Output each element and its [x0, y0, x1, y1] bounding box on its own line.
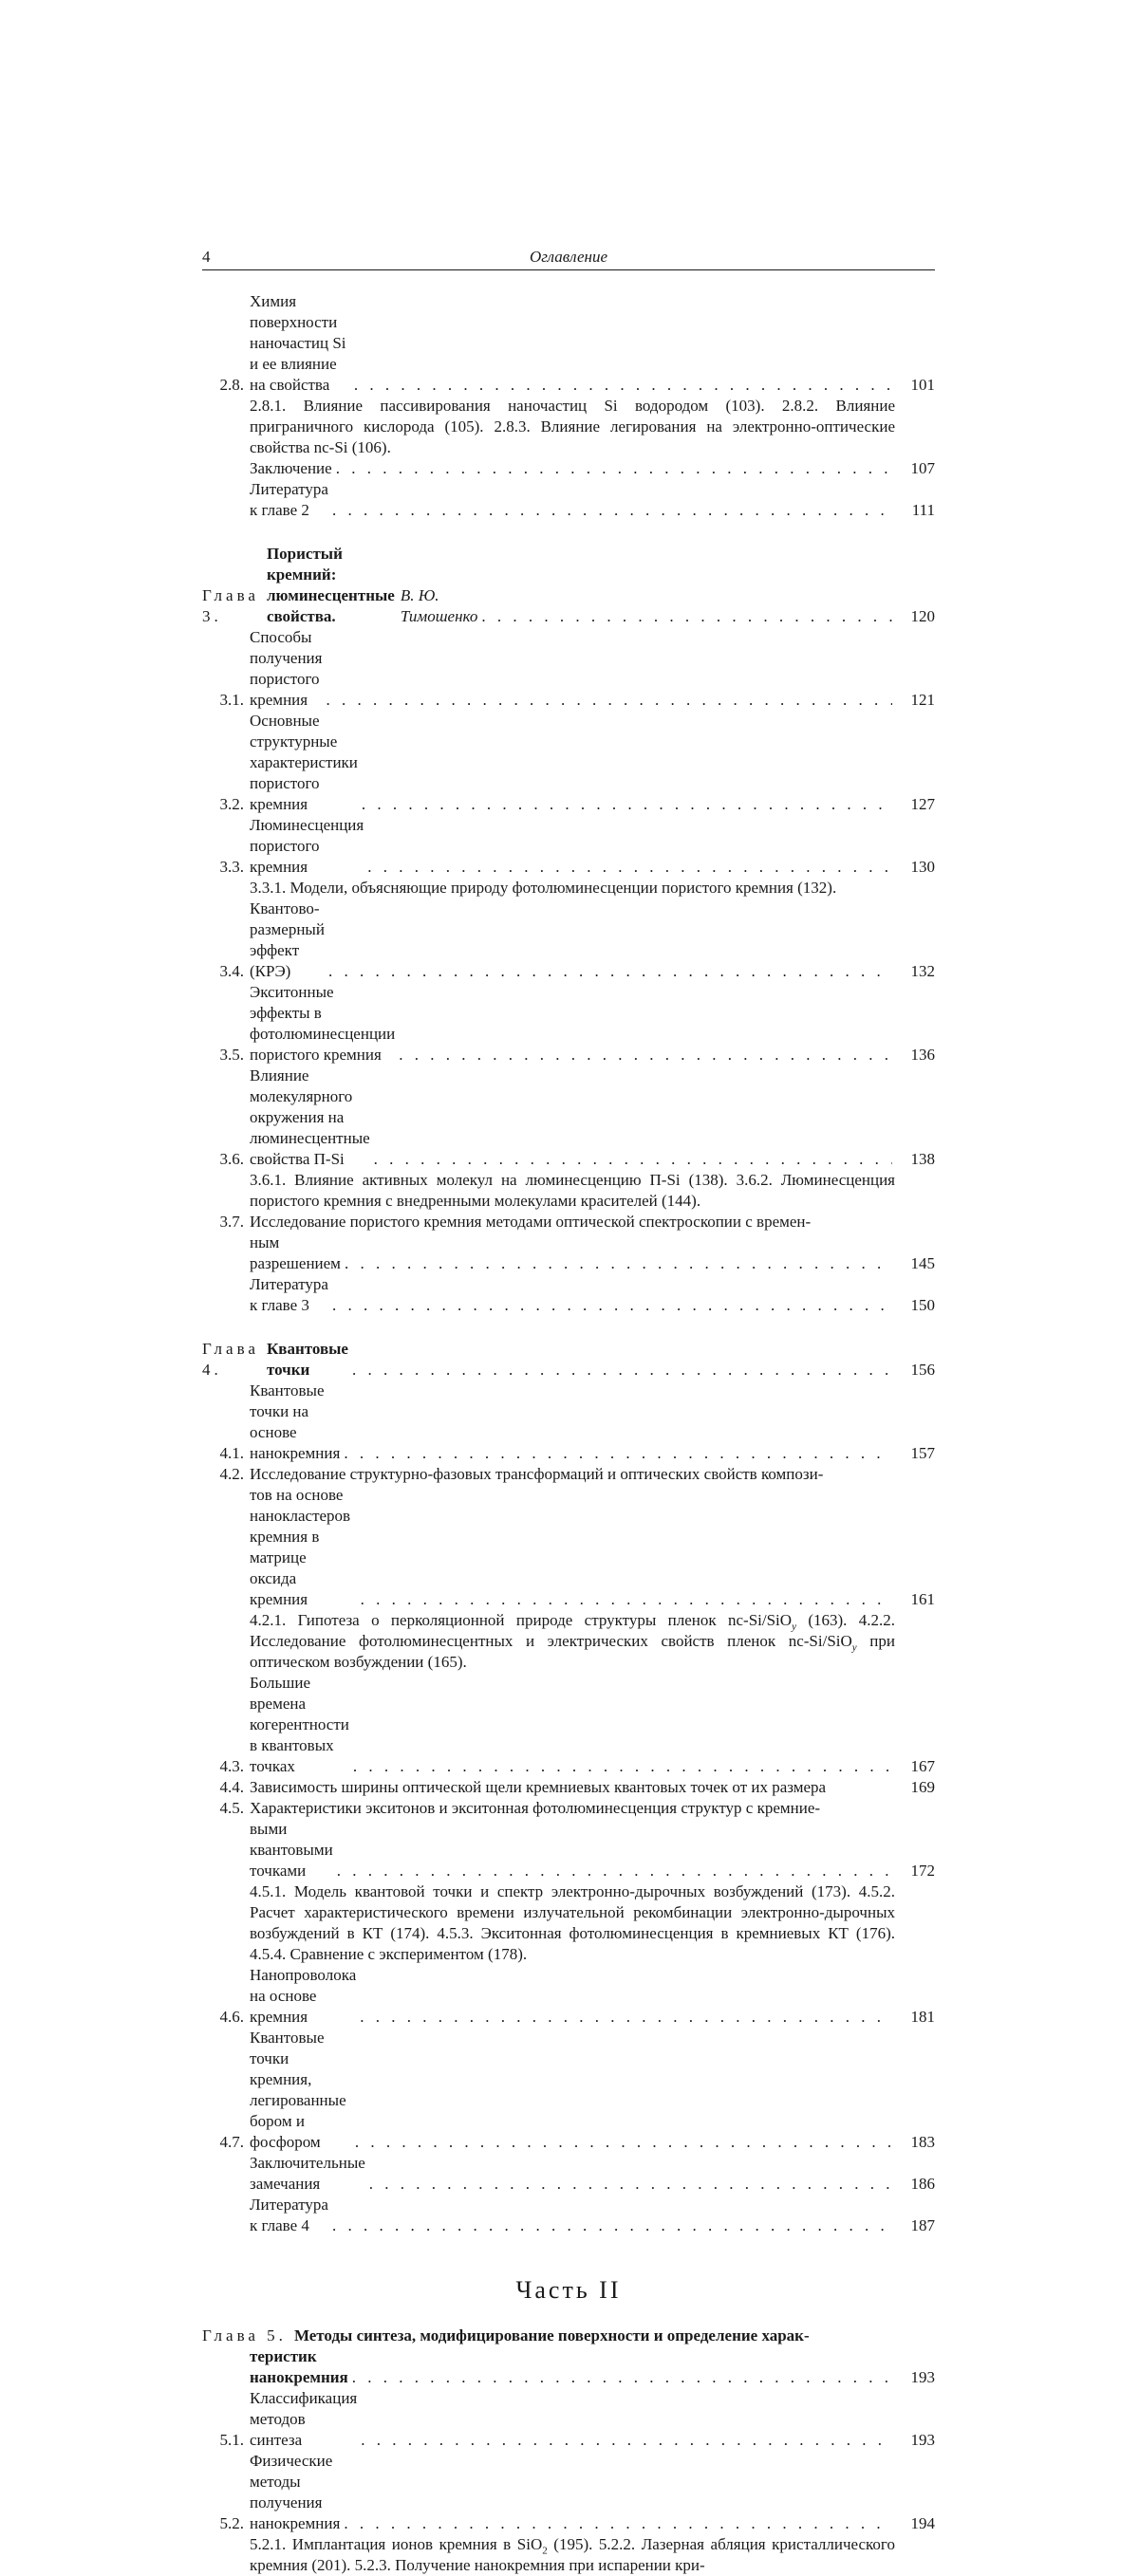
part-title: Часть II — [515, 2276, 622, 2304]
dot-leader — [328, 500, 892, 521]
dot-leader — [349, 1756, 892, 1777]
entry-title: Квантово-размерный эффект (КРЭ) — [250, 899, 329, 980]
entry-title: Характеристики экситонов и экситонная фотолюминесценция структур с кремние- — [250, 1799, 821, 1817]
entry-content — [250, 1485, 892, 1610]
section-number: 3.3. — [219, 858, 244, 876]
subsection-list: 3.6.1. Влияние активных молекул на люминесценцию П-Si (138). 3.6.2. Люминесценция пористого кремния с внедренными молекулами красителей (144). — [250, 1171, 895, 1210]
page-ref: 157 — [910, 1444, 935, 1462]
entry-line — [202, 1819, 935, 1881]
entry-content — [250, 1274, 892, 1316]
page-ref: 138 — [910, 1150, 935, 1168]
section-number: 4.5. — [219, 1799, 244, 1817]
toc-entry[interactable] — [202, 2388, 935, 2451]
toc-entry[interactable] — [202, 899, 935, 982]
chapter-title: Квантовые точки — [266, 1340, 353, 1379]
entry-title: Литература к главе 3 — [250, 1275, 333, 1314]
toc-entry[interactable] — [202, 711, 935, 815]
chapter-author: В. Ю. Тимошенко — [400, 586, 478, 625]
dot-leader — [341, 1253, 892, 1274]
dot-leader — [365, 2174, 892, 2195]
entry-title: Экситонные эффекты в фотолюминесценции пористого кремния — [250, 983, 400, 1064]
dot-leader — [333, 1861, 892, 1881]
entry-title: Зависимость ширины оптической щели кремниевых квантовых точек от их размера — [250, 1778, 827, 1796]
dot-leader — [364, 857, 892, 878]
section-number: 3.7. — [219, 1213, 244, 1231]
entry-title: Химия поверхности наночастиц Si и ее влияние на свойства — [250, 292, 350, 394]
toc-entry[interactable] — [202, 627, 935, 711]
entry-line — [202, 1232, 935, 1274]
dot-leader — [351, 2132, 892, 2153]
dot-leader — [325, 961, 892, 982]
entry-line — [202, 2326, 935, 2346]
page-ref: 167 — [910, 1757, 935, 1775]
page-ref: 130 — [910, 858, 935, 876]
entry-content — [250, 458, 892, 479]
page-ref: 132 — [910, 962, 935, 980]
dot-leader — [332, 458, 892, 479]
entry-line — [202, 1798, 935, 1819]
dot-leader — [348, 1360, 892, 1381]
entry-content — [202, 544, 892, 627]
entry-line — [202, 1212, 935, 1232]
section-number: 4.1. — [219, 1444, 244, 1462]
entry-title: Исследование структурно-фазовых трансформаций и оптических свойств компози- — [250, 1465, 824, 1483]
entry-title: тов на основе нанокластеров кремния в матрице оксида кремния — [250, 1486, 355, 1608]
toc-entry[interactable] — [202, 1798, 935, 1881]
page-ref: 127 — [910, 795, 935, 813]
dot-leader — [322, 690, 892, 711]
toc-entry[interactable] — [202, 1464, 935, 1610]
entry-content — [250, 1381, 892, 1464]
subsection-list: 4.5.1. Модель квантовой точки и спектр электронно-дырочных возбуждений (173). 4.5.2. Расчет характеристического времени излучательной рекомбинации электронно-дырочных возбуждений в КТ (174). 4.5.3. Экситонная фотолюминесценция в кремниевых КТ (176). 4.5.4. Сравнение с экспериментом (178). — [250, 1882, 895, 1963]
chapter-label: Глава 4. — [202, 1340, 268, 1379]
dot-leader — [328, 1295, 892, 1316]
toc-entry[interactable] — [202, 2451, 935, 2534]
toc-entry[interactable] — [202, 2195, 935, 2236]
section-number: 3.4. — [219, 962, 244, 980]
toc-entry[interactable] — [202, 1381, 935, 1464]
page-ref: 150 — [910, 1296, 935, 1314]
dot-leader — [356, 2007, 892, 2028]
page-ref: 187 — [910, 2216, 935, 2234]
page-ref: 193 — [910, 2431, 935, 2449]
page-number: 4 — [202, 248, 211, 266]
section-number: 3.5. — [219, 1046, 244, 1064]
chapter-label: Глава 3. — [202, 586, 268, 625]
entry-content — [250, 2346, 892, 2388]
section-number: 2.8. — [219, 376, 244, 394]
toc-entry[interactable] — [202, 1965, 935, 2028]
entry-title: Основные структурные характеристики пористого кремния — [250, 712, 363, 813]
entry-content — [250, 2195, 892, 2236]
page-ref: 186 — [910, 2175, 935, 2193]
page-ref: 172 — [910, 1862, 935, 1880]
subsection-list: 2.8.1. Влияние пассивирования наночастиц Si водородом (103). 2.8.2. Влияние приграничного кислорода (105). 2.8.3. Влияние легирования на электронно-оптические свойства nc-Si (106). — [250, 397, 895, 456]
section-number: 4.4. — [219, 1778, 244, 1796]
dot-leader — [340, 1443, 892, 1464]
entry-title: Литература к главе 2 — [250, 480, 333, 519]
entry-content — [250, 291, 892, 396]
entry-content — [250, 711, 892, 815]
entry-title: Заключение — [250, 459, 332, 477]
page-ref: 107 — [910, 459, 935, 477]
entry-content — [250, 1777, 892, 1798]
toc-entry[interactable] — [202, 1274, 935, 1316]
section-number: 3.1. — [219, 691, 244, 709]
chapter-title: Пористый кремний: люминесцентные свойства. — [266, 545, 400, 625]
page-ref: 145 — [910, 1254, 935, 1272]
dot-leader — [477, 606, 892, 627]
entry-content — [250, 1066, 892, 1170]
subsection-list: 4.2.1. Гипотеза о перколяционной природе структуры пленок nc-Si/SiO$_y$ (163). 4.2.2. Исследование фотолюминесцентных и электрических свойств пленок nc-Si/SiO$_y$ при оптическом возбуждении (165). — [250, 1611, 895, 1671]
subsection-list: 5.2.1. Имплантация ионов кремния в SiO$_2$ (195). 5.2.2. Лазерная абляция кристаллического кремния (201). 5.2.3. Получение нанокремния при испарении кри- — [250, 2535, 895, 2574]
section-number: 4.2. — [219, 1465, 244, 1483]
entry-title: Нанопроволока на основе кремния — [250, 1966, 361, 2026]
running-title: Оглавление — [529, 248, 608, 266]
entry-title: Квантовые точки на основе нанокремния — [250, 1381, 341, 1462]
entry-title: Квантовые точки кремния, легированные бором и фосфором — [250, 2029, 350, 2151]
page-ref: 136 — [910, 1046, 935, 1064]
page-ref: 181 — [910, 2008, 935, 2026]
entry-content — [250, 2028, 892, 2153]
toc-entry[interactable] — [202, 1673, 935, 1777]
dot-leader — [348, 2367, 892, 2388]
toc-entry[interactable] — [202, 458, 935, 479]
page-ref: 193 — [910, 2368, 935, 2386]
chapter-title: Методы синтеза, модифицирование поверхности и определение харак- — [293, 2326, 810, 2344]
entry-line — [202, 2346, 935, 2388]
page-ref: 120 — [910, 607, 935, 625]
page-ref: 183 — [910, 2133, 935, 2151]
entry-title: Литература к главе 4 — [250, 2196, 333, 2234]
section-number: 5.2. — [219, 2514, 244, 2532]
entry-content — [250, 2153, 892, 2195]
entry-title: Влияние молекулярного окружения на люминесцентные свойства П-Si — [250, 1066, 374, 1168]
page-ref: 194 — [910, 2514, 935, 2532]
entry-content — [202, 1339, 892, 1381]
entry-content — [250, 982, 892, 1066]
entry-content — [202, 2326, 892, 2346]
dot-leader — [358, 794, 892, 815]
entry-title: выми квантовыми точками — [250, 1820, 337, 1880]
toc-entry[interactable] — [202, 479, 935, 521]
entry-title: Большие времена когерентности в квантовых точках — [250, 1674, 354, 1775]
page-ref: 101 — [910, 376, 935, 394]
entry-title: Классификация методов синтеза — [250, 2389, 362, 2449]
chapter-entry[interactable] — [202, 2326, 935, 2388]
section-number: 4.6. — [219, 2008, 244, 2026]
page-ref: 121 — [910, 691, 935, 709]
toc-entry[interactable] — [202, 815, 935, 878]
entry-line — [202, 1464, 935, 1485]
section-number: 3.6. — [219, 1150, 244, 1168]
chapter-title: теристик нанокремния — [250, 2347, 348, 2386]
toc-entry[interactable] — [202, 2028, 935, 2153]
dot-leader — [350, 375, 892, 396]
toc-entry[interactable] — [202, 982, 935, 1066]
entry-line — [202, 1485, 935, 1610]
entry-content — [250, 815, 892, 878]
chapter-entry[interactable] — [202, 544, 935, 627]
entry-content — [250, 479, 892, 521]
entry-content — [250, 1232, 892, 1274]
toc-entry[interactable] — [202, 1777, 935, 1798]
entry-content — [250, 2451, 892, 2534]
toc-entry[interactable] — [202, 291, 935, 396]
dot-leader — [357, 1589, 892, 1610]
toc-entry[interactable] — [202, 2153, 935, 2195]
entry-content — [250, 1965, 892, 2028]
entry-title: Заключительные замечания — [250, 2154, 370, 2193]
section-number: 4.7. — [219, 2133, 244, 2151]
entry-title: Физические методы получения нанокремния — [250, 2452, 341, 2532]
toc-entry[interactable] — [202, 1212, 935, 1274]
section-number: 3.2. — [219, 795, 244, 813]
dot-leader — [395, 1045, 892, 1066]
dot-leader — [340, 2513, 892, 2534]
entry-title: Исследование пористого кремния методами оптической спектроскопии с времен- — [250, 1213, 812, 1231]
entry-content — [250, 1819, 892, 1881]
entry-content — [250, 1673, 892, 1777]
page-header — [202, 245, 935, 270]
page-ref: 169 — [910, 1778, 935, 1796]
subsection-list: 3.3.1. Модели, объясняющие природу фотолюминесценции пористого кремния (132). — [250, 879, 837, 897]
page-ref: 156 — [910, 1361, 935, 1379]
entry-content — [250, 2388, 892, 2451]
dot-leader — [370, 1149, 892, 1170]
entry-title: Способы получения пористого кремния — [250, 628, 327, 709]
page-ref: 111 — [911, 501, 935, 519]
dot-leader — [357, 2430, 892, 2451]
page-ref: 161 — [910, 1590, 935, 1608]
chapter-entry[interactable] — [202, 1339, 935, 1381]
entry-title: ным разрешением — [250, 1233, 341, 1272]
chapter-label: Глава 5. — [202, 2326, 287, 2344]
entry-content — [250, 627, 892, 711]
table-of-contents — [202, 291, 935, 2576]
entry-content — [250, 899, 892, 982]
section-number: 4.3. — [219, 1757, 244, 1775]
entry-title: Люминесценция пористого кремния — [250, 816, 368, 876]
dot-leader — [328, 2215, 892, 2236]
section-number: 5.1. — [219, 2431, 244, 2449]
toc-entry[interactable] — [202, 1066, 935, 1170]
